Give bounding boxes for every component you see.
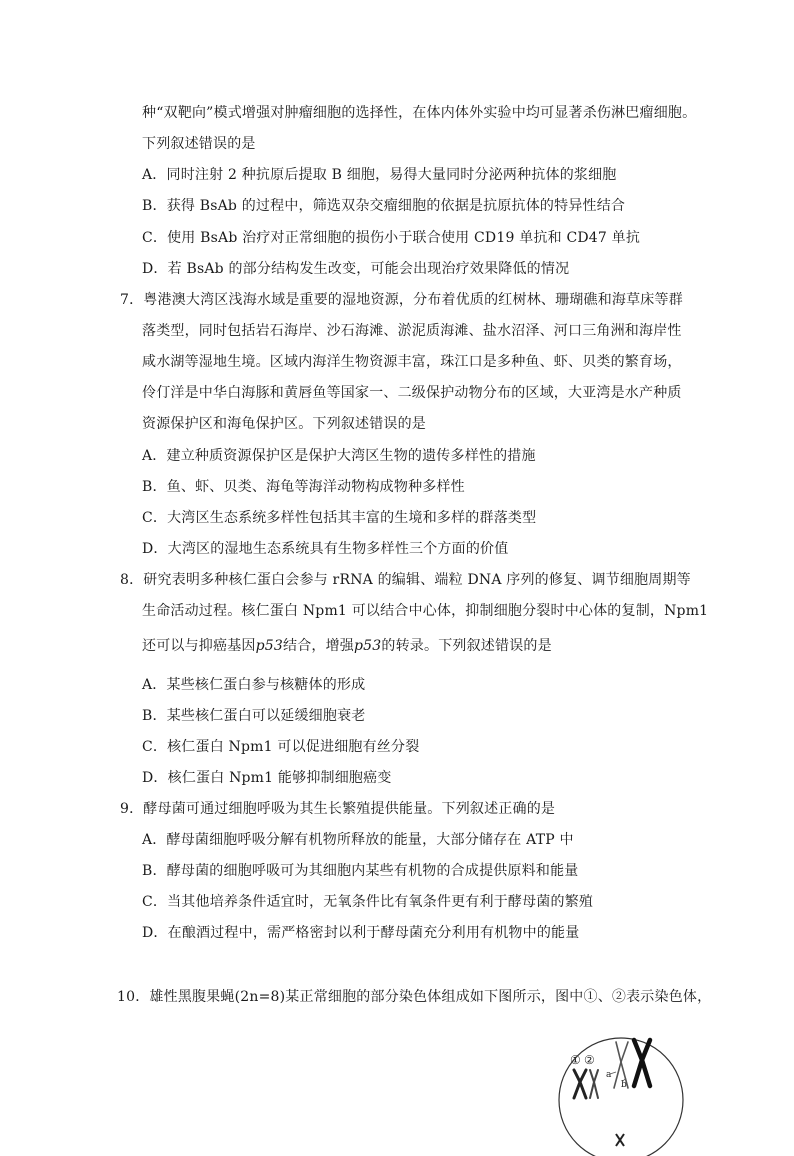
q8-line3-part-a: 还可以与抑癌基因 bbox=[142, 638, 256, 654]
q8-stem-line3 bbox=[142, 636, 552, 656]
q7-stem-line2: 落类型，同时包括岩石海岸、沙石海滩、淤泥质海滩、盐水沼泽、河口三角洲和海岸性 bbox=[142, 323, 682, 339]
q8-option-c: C．核仁蛋白 Npm1 可以促进细胞有丝分裂 bbox=[142, 739, 420, 755]
q9-option-b: B．酵母菌的细胞呼吸可为其细胞内某些有机物的合成提供原料和能量 bbox=[142, 863, 579, 879]
q8-option-b: B．某些核仁蛋白可以延缓细胞衰老 bbox=[142, 708, 366, 724]
chromosome-figure bbox=[556, 1036, 686, 1156]
q10-stem: 10．雄性黑腹果蝇(2n=8)某正常细胞的部分染色体组成如下图所示，图中①、②表示染色体， bbox=[117, 989, 712, 1005]
q7-stem-line3: 咸水湖等湿地生境。区域内海洋生物资源丰富，珠江口是多种鱼、虾、贝类的繁育场， bbox=[142, 354, 682, 370]
q9-stem: 9．酵母菌可通过细胞呼吸为其生长繁殖提供能量。下列叙述正确的是 bbox=[120, 801, 556, 817]
q8-stem-line1: 8．研究表明多种核仁蛋白会参与 rRNA 的编辑、端粒 DNA 序列的修复、调节细胞周期等 bbox=[120, 572, 691, 588]
q8-stem-line2: 生命活动过程。核仁蛋白 Npm1 可以结合中心体，抑制细胞分裂时中心体的复制，Npm1 bbox=[142, 603, 709, 619]
q7-option-d: D．大湾区的湿地生态系统具有生物多样性三个方面的价值 bbox=[142, 541, 509, 557]
q7-option-a: A．建立种质资源保护区是保护大湾区生物的遗传多样性的措施 bbox=[142, 448, 536, 464]
chromosome-small bbox=[616, 1134, 624, 1146]
locus-label-b: b bbox=[621, 1080, 627, 1090]
chromosome-label-2: ② bbox=[584, 1053, 595, 1067]
q7-stem-line1: 7．粤港澳大湾区浅海水域是重要的湿地资源，分布着优质的红树林、珊瑚礁和海草床等群 bbox=[120, 292, 683, 308]
q6-option-b: B．获得 BsAb 的过程中，筛选双杂交瘤细胞的依据是抗原抗体的特异性结合 bbox=[142, 198, 626, 214]
q8-option-d: D．核仁蛋白 Npm1 能够抑制细胞癌变 bbox=[142, 770, 392, 786]
q6-stem-line1: 种“双靶向”模式增强对肿瘤细胞的选择性，在体内体外实验中均可显著杀伤淋巴瘤细胞。 bbox=[142, 105, 697, 121]
q6-stem-line2: 下列叙述错误的是 bbox=[142, 136, 256, 152]
gene-p53: p53 bbox=[255, 638, 283, 654]
locus-label-a: a bbox=[606, 1070, 612, 1080]
q9-option-d: D．在酿酒过程中，需严格密封以利于酵母菌充分利用有机物中的能量 bbox=[142, 925, 580, 941]
q7-stem-line4: 伶仃洋是中华白海豚和黄唇鱼等国家一、二级保护动物分布的区域，大亚湾是水产种质 bbox=[142, 385, 682, 401]
q6-option-c: C．使用 BsAb 治疗对正常细胞的损伤小于联合使用 CD19 单抗和 CD47 单抗 bbox=[142, 230, 641, 246]
chromosome-large bbox=[634, 1040, 650, 1086]
q7-stem-line5: 资源保护区和海龟保护区。下列叙述错误的是 bbox=[142, 416, 426, 432]
q8-line3-part-c: 的转录。下列叙述错误的是 bbox=[381, 638, 552, 654]
q7-option-b: B．鱼、虾、贝类、海龟等海洋动物构成物种多样性 bbox=[142, 479, 465, 495]
q6-option-a: A．同时注射 2 种抗原后提取 B 细胞，易得大量同时分泌两种抗体的浆细胞 bbox=[142, 167, 617, 183]
q8-line3-part-b: 结合，增强 bbox=[283, 638, 354, 654]
q7-option-c: C．大湾区生态系统多样性包括其丰富的生境和多样的群落类型 bbox=[142, 510, 537, 526]
q6-option-d: D．若 BsAb 的部分结构发生改变，可能会出现治疗效果降低的情况 bbox=[142, 261, 570, 277]
q8-option-a: A．某些核仁蛋白参与核糖体的形成 bbox=[142, 677, 366, 693]
chromosome-2 bbox=[590, 1070, 598, 1098]
q9-option-c: C．当其他培养条件适宜时，无氧条件比有氧条件更有利于酵母菌的繁殖 bbox=[142, 894, 594, 910]
q9-option-a: A．酵母菌细胞呼吸分解有机物所释放的能量，大部分储存在 ATP 中 bbox=[142, 832, 574, 848]
chromosome-label-1: ① bbox=[570, 1053, 581, 1067]
chromosome-1 bbox=[574, 1070, 586, 1098]
gene-p53-second: p53 bbox=[354, 638, 382, 654]
